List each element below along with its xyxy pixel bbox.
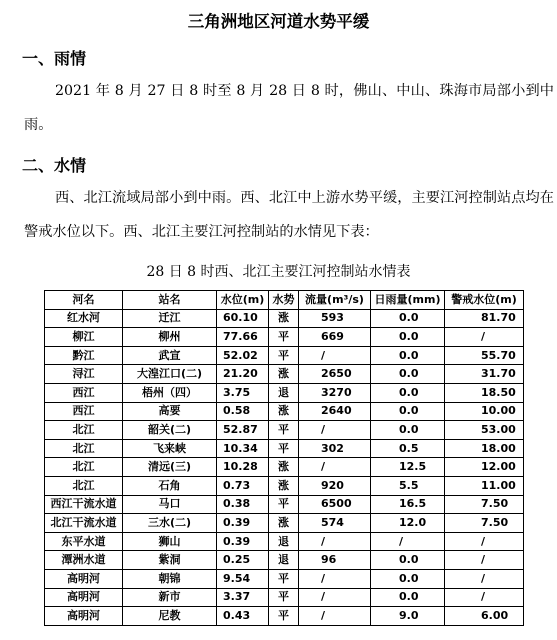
cell-water-level: 0.39: [217, 514, 269, 533]
cell-river: 北江: [45, 421, 123, 440]
cell-warning-level: 11.00: [445, 476, 524, 495]
cell-flow: /: [299, 458, 371, 477]
table-row: [45, 458, 524, 477]
cell-river: 高明河: [45, 588, 123, 607]
cell-trend: 退: [269, 383, 299, 402]
cell-daily-rainfall: 5.5: [371, 476, 445, 495]
cell-water-level: 0.39: [217, 532, 269, 551]
cell-station: 新市: [123, 588, 217, 607]
cell-water-level: 9.54: [217, 569, 269, 588]
cell-warning-level: 18.50: [445, 383, 524, 402]
cell-daily-rainfall: 0.0: [371, 383, 445, 402]
cell-station: 大湟江口(二): [123, 365, 217, 384]
cell-station: 梧州（四）: [123, 383, 217, 402]
table-row: [45, 532, 524, 551]
cell-station: 飞来峡: [123, 439, 217, 458]
table-row: [45, 328, 524, 347]
cell-flow: /: [299, 588, 371, 607]
header-water-level: 水位(m): [217, 291, 269, 310]
water-paragraph: 西、北江流域局部小到中雨。西、北江中上游水势平缓，主要江河控制站点均在警戒水位以下。西、北江主要江河控制站的水情见下表：: [24, 190, 554, 240]
header-station: 站名: [123, 291, 217, 310]
cell-water-level: 3.75: [217, 383, 269, 402]
cell-water-level: 0.58: [217, 402, 269, 421]
cell-daily-rainfall: 9.0: [371, 607, 445, 626]
cell-warning-level: 31.70: [445, 365, 524, 384]
cell-daily-rainfall: 12.5: [371, 458, 445, 477]
cell-warning-level: 7.50: [445, 495, 524, 514]
cell-flow: 574: [299, 514, 371, 533]
cell-trend: 平: [269, 569, 299, 588]
cell-warning-level: 6.00: [445, 607, 524, 626]
table-row: [45, 569, 524, 588]
table-row: [45, 421, 524, 440]
cell-river: 西江: [45, 383, 123, 402]
cell-trend: 涨: [269, 514, 299, 533]
cell-flow: 2640: [299, 402, 371, 421]
cell-warning-level: 10.00: [445, 402, 524, 421]
cell-daily-rainfall: 0.0: [371, 309, 445, 328]
cell-trend: 平: [269, 439, 299, 458]
rain-paragraph: 2021 年 8 月 27 日 8 时至 8 月 28 日 8 时，佛山、中山、珠海市局部小到中雨。: [24, 83, 554, 133]
cell-daily-rainfall: 0.0: [371, 346, 445, 365]
cell-daily-rainfall: 0.0: [371, 588, 445, 607]
header-flow: 流量(m³/s): [299, 291, 371, 310]
cell-river: 高明河: [45, 569, 123, 588]
table-row: [45, 309, 524, 328]
cell-station: 尼教: [123, 607, 217, 626]
cell-warning-level: /: [445, 328, 524, 347]
cell-river: 柳江: [45, 328, 123, 347]
document-title: 三角洲地区河道水势平缓: [187, 12, 370, 31]
cell-daily-rainfall: 0.0: [371, 569, 445, 588]
cell-flow: 920: [299, 476, 371, 495]
cell-river: 浔江: [45, 365, 123, 384]
cell-flow: 669: [299, 328, 371, 347]
cell-warning-level: 18.00: [445, 439, 524, 458]
table-row: [45, 607, 524, 626]
cell-trend: 平: [269, 421, 299, 440]
cell-water-level: 3.37: [217, 588, 269, 607]
cell-trend: 涨: [269, 402, 299, 421]
cell-station: 朝锦: [123, 569, 217, 588]
cell-warning-level: /: [445, 588, 524, 607]
table-row: [45, 365, 524, 384]
table-row: [45, 588, 524, 607]
table-row: [45, 551, 524, 570]
cell-warning-level: 81.70: [445, 309, 524, 328]
cell-daily-rainfall: 0.0: [371, 365, 445, 384]
cell-water-level: 52.02: [217, 346, 269, 365]
cell-station: 韶关(二): [123, 421, 217, 440]
cell-daily-rainfall: 0.0: [371, 402, 445, 421]
table-caption: 28 日 8 时西、北江主要江河控制站水情表: [146, 264, 411, 280]
table-row: [45, 495, 524, 514]
cell-water-level: 0.73: [217, 476, 269, 495]
cell-river: 北江: [45, 476, 123, 495]
cell-station: 狮山: [123, 532, 217, 551]
cell-warning-level: 55.70: [445, 346, 524, 365]
cell-station: 石角: [123, 476, 217, 495]
cell-water-level: 0.43: [217, 607, 269, 626]
cell-daily-rainfall: 0.0: [371, 551, 445, 570]
cell-flow: 2650: [299, 365, 371, 384]
cell-river: 北江: [45, 439, 123, 458]
cell-warning-level: 53.00: [445, 421, 524, 440]
cell-river: 西江: [45, 402, 123, 421]
cell-water-level: 77.66: [217, 328, 269, 347]
cell-daily-rainfall: 0.0: [371, 421, 445, 440]
cell-trend: 涨: [269, 458, 299, 477]
cell-flow: /: [299, 607, 371, 626]
cell-daily-rainfall: 12.0: [371, 514, 445, 533]
table-header-row: [45, 291, 524, 310]
cell-warning-level: /: [445, 569, 524, 588]
cell-flow: /: [299, 532, 371, 551]
cell-water-level: 60.10: [217, 309, 269, 328]
cell-flow: /: [299, 346, 371, 365]
cell-station: 马口: [123, 495, 217, 514]
cell-flow: 302: [299, 439, 371, 458]
cell-daily-rainfall: 16.5: [371, 495, 445, 514]
cell-warning-level: /: [445, 551, 524, 570]
cell-warning-level: /: [445, 532, 524, 551]
cell-warning-level: 7.50: [445, 514, 524, 533]
table-row: [45, 514, 524, 533]
table-body: [45, 309, 524, 625]
header-river: 河名: [45, 291, 123, 310]
cell-station: 柳州: [123, 328, 217, 347]
cell-flow: 96: [299, 551, 371, 570]
cell-river: 高明河: [45, 607, 123, 626]
cell-water-level: 0.25: [217, 551, 269, 570]
cell-trend: 平: [269, 495, 299, 514]
cell-warning-level: 12.00: [445, 458, 524, 477]
cell-water-level: 10.34: [217, 439, 269, 458]
header-warning-level: 警戒水位(m): [445, 291, 524, 310]
cell-river: 西江干流水道: [45, 495, 123, 514]
cell-flow: /: [299, 569, 371, 588]
table-row: [45, 402, 524, 421]
cell-trend: 退: [269, 551, 299, 570]
section-heading-water: 二、水情: [22, 156, 87, 175]
cell-water-level: 10.28: [217, 458, 269, 477]
cell-water-level: 52.87: [217, 421, 269, 440]
cell-trend: 平: [269, 346, 299, 365]
cell-flow: 6500: [299, 495, 371, 514]
cell-river: 东平水道: [45, 532, 123, 551]
cell-river: 北江干流水道: [45, 514, 123, 533]
cell-station: 迁江: [123, 309, 217, 328]
cell-river: 潭洲水道: [45, 551, 123, 570]
cell-daily-rainfall: 0.0: [371, 328, 445, 347]
water-station-table: [44, 290, 524, 626]
table-row: [45, 346, 524, 365]
cell-trend: 平: [269, 328, 299, 347]
cell-trend: 涨: [269, 309, 299, 328]
cell-station: 三水(二): [123, 514, 217, 533]
cell-station: 高要: [123, 402, 217, 421]
cell-trend: 涨: [269, 365, 299, 384]
cell-flow: 3270: [299, 383, 371, 402]
cell-station: 武宣: [123, 346, 217, 365]
table-row: [45, 476, 524, 495]
cell-river: 北江: [45, 458, 123, 477]
cell-station: 紫洞: [123, 551, 217, 570]
cell-daily-rainfall: /: [371, 532, 445, 551]
cell-trend: 平: [269, 607, 299, 626]
cell-river: 红水河: [45, 309, 123, 328]
section-heading-rain: 一、雨情: [22, 49, 87, 68]
header-trend: 水势: [269, 291, 299, 310]
cell-station: 清远(三): [123, 458, 217, 477]
cell-trend: 退: [269, 532, 299, 551]
cell-trend: 平: [269, 588, 299, 607]
cell-daily-rainfall: 0.5: [371, 439, 445, 458]
cell-flow: /: [299, 421, 371, 440]
table-row: [45, 439, 524, 458]
cell-trend: 涨: [269, 476, 299, 495]
table-row: [45, 383, 524, 402]
cell-water-level: 0.38: [217, 495, 269, 514]
header-daily-rainfall: 日雨量(mm): [371, 291, 445, 310]
cell-flow: 593: [299, 309, 371, 328]
cell-river: 黔江: [45, 346, 123, 365]
cell-water-level: 21.20: [217, 365, 269, 384]
